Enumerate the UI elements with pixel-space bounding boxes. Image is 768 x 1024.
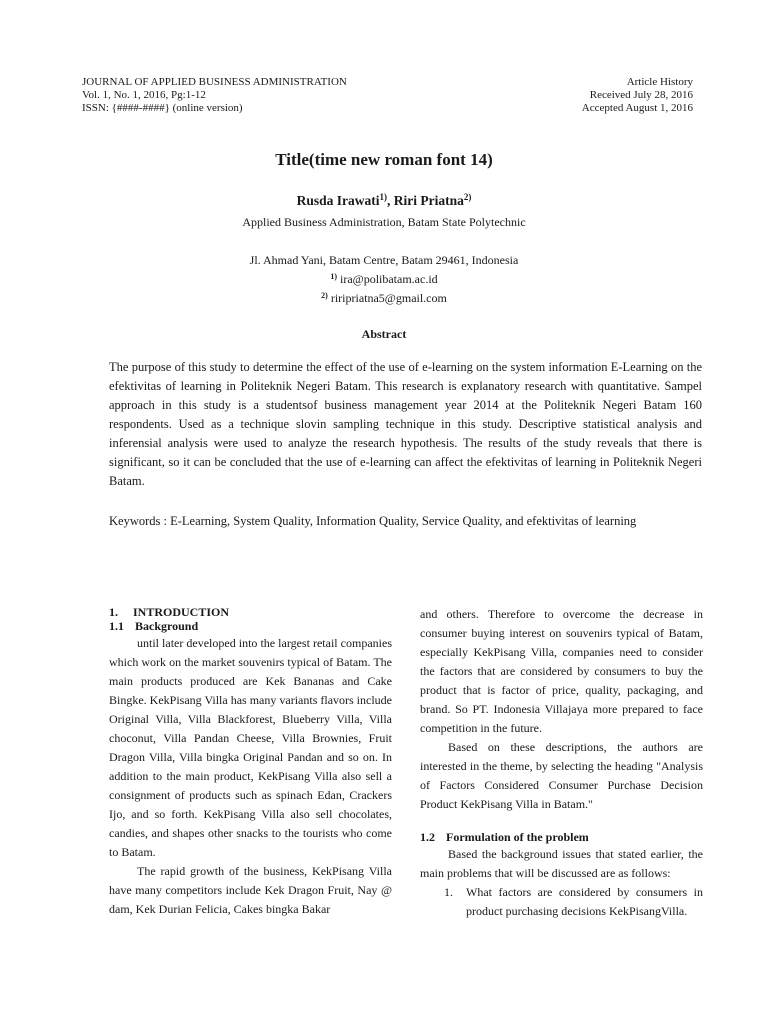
author-affiliation-mark: 2) <box>463 192 472 202</box>
list-number: 1. <box>444 885 453 899</box>
affiliation: Applied Business Administration, Batam State Polytechnic <box>242 215 526 229</box>
abstract-heading: Abstract <box>361 327 407 341</box>
author-email <box>0 291 768 306</box>
received-date: Received July 28, 2016 <box>589 89 693 101</box>
subsection-number: 1.2 <box>420 830 435 844</box>
author-separator: , <box>387 193 394 208</box>
body-paragraph: until later developed into the largest retail companies which work on the market souvenirs typical of Batam. The main products produced are Kek Bananas and Cake Bingke. KekPisang Villa has many variants flavors include Original Villa, Villa Blackforest, Blueberry Villa, Villa choconut, Villa Pandan Cheese, Villa Brownies, Fruit Dragon Villa, Villa bingka Original Pandan and so on. In addition to the main product, KekPisang Villa also sell a consignment of products such as spinach Edan, Crackers Ijo, and so forth. KekPisang Villa also sell chocolates, candies, and shapes other snacks to the tourists who come to Batam. <box>109 636 393 859</box>
left-column <box>109 605 392 919</box>
body-paragraph: The rapid growth of the business, KekPisang Villa have many competitors include Kek Dragon Fruit, Nay @ dam, Kek Durian Felicia, Cakes bingka Bakar <box>109 864 392 916</box>
accepted-date: Accepted August 1, 2016 <box>581 102 693 114</box>
subsection-heading <box>109 619 392 634</box>
journal-header <box>82 76 482 115</box>
article-history-label: Article History <box>626 76 693 88</box>
list-text: What factors are considered by consumers in product purchasing decisions KekPisangVilla. <box>466 885 703 918</box>
body-paragraph: Based the background issues that stated earlier, the main problems that will be discussed are as follows: <box>420 847 703 880</box>
spacer <box>420 814 703 830</box>
subsection-heading <box>420 830 703 845</box>
email-address: riripriatna5@gmail.com <box>330 291 447 305</box>
address: Jl. Ahmad Yani, Batam Centre, Batam 29461, Indonesia <box>249 253 519 267</box>
journal-name: JOURNAL OF APPLIED BUSINESS ADMINISTRATION <box>82 76 347 88</box>
list-item <box>444 883 703 921</box>
abstract-text: The purpose of this study to determine the effect of the use of e-learning on the system information E-Learning on the efektivitas of learning in Politeknik Negeri Batam. This research is explanatory research with quantitative. Sampel approach in this study is a studentsof business management year 2014 at the Politeknik Negeri Batam 160 respondents. Used as a technique slovin sampling technique in this study. Descriptive statistical analysis and inferensial analysis were used to analyze the research hypothesis. The results of the study reveals that there is significant, so it can be concluded that the use of e-learning can affect the efektivitas of learning in Politeknik Negeri Batam. <box>109 360 702 488</box>
email-mark: 2) <box>321 291 328 300</box>
subsection-title: Background <box>135 619 199 633</box>
subsection-number: 1.1 <box>109 619 124 633</box>
right-column <box>420 605 703 921</box>
email-mark: 1) <box>330 272 337 281</box>
author-email <box>0 272 768 287</box>
author-list <box>0 193 768 209</box>
journal-volume: Vol. 1, No. 1, 2016, Pg:1-12 <box>82 89 206 101</box>
body-paragraph: and others. Therefore to overcome the decrease in consumer buying interest on souvenirs typical of Batam, especially KekPisang Villa, companies need to consider the factors that are considered by consumers to buy the product that is factor of price, quality, packaging, and brand. So PT. Indonesia Villajaya more prepared to face competition in the future. <box>420 607 703 735</box>
section-heading <box>109 605 392 619</box>
author-name: Rusda Irawati <box>296 193 380 208</box>
article-history <box>480 76 693 115</box>
email-address: ira@polibatam.ac.id <box>339 272 438 286</box>
subsection-title: Formulation of the problem <box>446 830 589 844</box>
author-affiliation-mark: 1) <box>379 192 387 202</box>
paper-title: Title(time new roman font 14) <box>275 150 493 169</box>
journal-issn: ISSN: {####-####} (online version) <box>82 102 243 114</box>
body-paragraph: Based on these descriptions, the authors are interested in the theme, by selecting the heading "Analysis of Factors Considered Consumer Purchase Decision Product KekPisang Villa in Batam." <box>420 740 703 811</box>
section-number: 1. <box>109 605 118 619</box>
author-name: Riri Priatna <box>393 193 464 208</box>
keywords: Keywords : E-Learning, System Quality, Information Quality, Service Quality, and efektivitas of learning <box>109 514 637 528</box>
section-title: INTRODUCTION <box>133 605 230 619</box>
